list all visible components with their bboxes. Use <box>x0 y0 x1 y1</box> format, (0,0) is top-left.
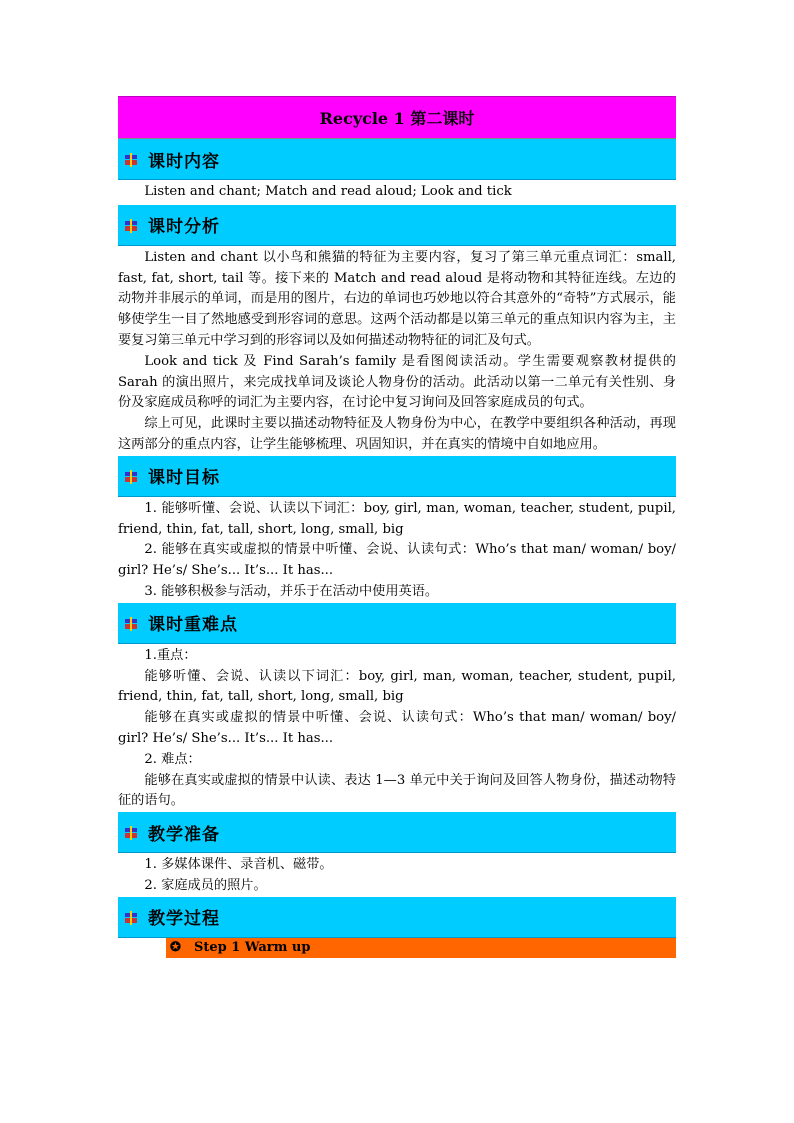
paragraph: 能够在真实或虚拟的情景中听懂、会说、认读句式：Who’s that man/ woman/ boy/ girl? He’s/ She’s... It’s... It has... <box>118 710 676 746</box>
difficulty-label: 2. 难点： <box>144 751 201 767</box>
book-icon <box>124 218 138 232</box>
paragraph: Listen and chant 以小鸟和熊猫的特征为主要内容，复习了第三单元重点词汇：small, fast, fat, short, tail 等。接下来的 Match and read aloud 是将动物和其特征连线。左边的动物并非展示的单词，而是用的图片，右边的单词也巧妙地以符合其意外的“奇特”方式展示，能够使学生一目了然地感受到形容词的意思。这两个活动都是以第三单元的重点知识内容为主，主要复习第三单元中学习到的形容词以及如何描述动物特征的词汇及句式。 <box>118 249 676 348</box>
section-header-prep <box>118 812 676 853</box>
paragraph: Look and tick 及 Find Sarah’s family 是看图阅读活动。学生需要观察教材提供的 Sarah 的演出照片，来完成找单词及谈论人物身份的活动。此活动以第一二单元有关性别、身份及家庭成员称呼的词汇为主要内容，在讨论中复习询问及回答家庭成员的句式。 <box>118 353 676 411</box>
star-circle-icon: ✪ <box>170 940 181 956</box>
book-icon <box>124 469 138 483</box>
section-header-goals <box>118 456 676 497</box>
goal-item: 3. 能够积极参与活动，并乐于在活动中使用英语。 <box>144 583 439 599</box>
keypoint-label: 1.重点： <box>144 647 197 663</box>
section-heading: 课时分析 <box>148 217 220 238</box>
section-heading: 课时重难点 <box>148 615 238 636</box>
paragraph: 能够听懂、会说、认读以下词汇：boy, girl, man, woman, teacher, student, pupil, friend, thin, fat, tall, short, long, small, big <box>118 668 676 705</box>
section-heading: 课时目标 <box>148 468 220 489</box>
book-icon <box>124 910 138 924</box>
section-body-content <box>118 180 676 205</box>
section-body-goals <box>118 497 676 603</box>
paragraph: 综上可见，此课时主要以描述动物特征及人物身份为中心，在教学中要组织各种活动，再现这两部分的重点内容，让学生能够梳理、巩固知识，并在真实的情境中自如地应用。 <box>118 416 676 452</box>
paragraph: 能够在真实或虚拟的情景中认读、表达 1—3 单元中关于询问及回答人物身份，描述动物特征的语句。 <box>118 772 676 809</box>
section-body-keypoints <box>118 644 676 812</box>
goal-item: 1. 能够听懂、会说、认读以下词汇：boy, girl, man, woman, teacher, student, pupil, friend, thin, fat, tall, short, long, small, big <box>118 500 676 537</box>
content-text: Listen and chant; Match and read aloud; Look and tick <box>144 184 512 199</box>
section-body-prep <box>118 853 676 897</box>
section-header-analysis <box>118 205 676 246</box>
document <box>118 96 676 958</box>
goal-item: 2. 能够在真实或虚拟的情景中听懂、会说、认读句式：Who’s that man/ woman/ boy/ girl? He’s/ She’s... It’s... It has... <box>118 542 676 579</box>
section-heading: 教学准备 <box>148 824 220 845</box>
step-header <box>166 938 676 958</box>
section-heading: 教学过程 <box>148 909 220 930</box>
section-header-keypoints <box>118 603 676 644</box>
page-title: Recycle 1 第二课时 <box>118 96 676 139</box>
section-body-analysis <box>118 246 676 456</box>
step-label: Step 1 Warm up <box>194 940 311 956</box>
section-heading: 课时内容 <box>148 151 220 172</box>
prep-item: 2. 家庭成员的照片。 <box>144 877 267 893</box>
book-icon <box>124 616 138 630</box>
book-icon <box>124 825 138 839</box>
prep-item: 1. 多媒体课件、录音机、磁带。 <box>144 857 333 873</box>
section-header-content <box>118 139 676 180</box>
section-header-process <box>118 897 676 938</box>
book-icon <box>124 152 138 166</box>
